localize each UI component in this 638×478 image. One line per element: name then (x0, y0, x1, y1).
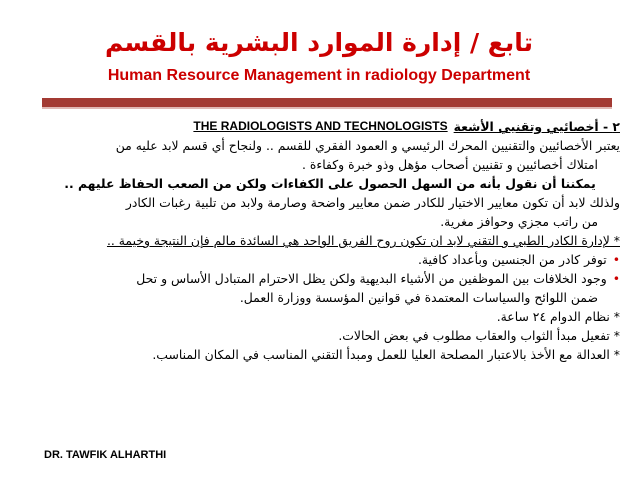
paragraph-3-line-2: من راتب مجزي وحوافز مغرية. (440, 214, 598, 229)
bullet-item-2-text: وجود الخلافات بين الموظفين من الأشياء البديهية ولكن يظل الاحترام المتبادل الأساس و تحل (136, 271, 607, 286)
title-divider (42, 98, 612, 107)
section-heading (40, 117, 620, 137)
statement-2: * تفعيل مبدأ الثواب والعقاب مطلوب في بعض الحالات. (338, 328, 620, 343)
statement-1: * نظام الدوام ٢٤ ساعة. (496, 309, 620, 324)
section-heading-english: THE RADIOLOGISTS AND TECHNOLOGISTS (193, 119, 448, 134)
bullet-item-1-text: توفر كادر من الجنسين وبأعداد كافية. (417, 252, 607, 267)
paragraph-1-line-2: امتلاك أخصائيين و تقنيين أصحاب مؤهل وذو خبرة وكفاءة . (302, 157, 598, 172)
bullet-icon: • (612, 252, 620, 267)
bullet-item-1 (40, 251, 620, 270)
paragraph-1-line-1: يعتبر الأخصائيين والتقنيين المحرك الرئيسي و العمود الفقري للقسم .. ولنجاح أي قسم لابد عليه من (115, 138, 620, 153)
statement-3: * العدالة مع الأخذ بالاعتبار المصلحة العليا للعمل ومبدأ التقني المناسب في المكان المناسب. (152, 347, 620, 362)
slide-title-english: Human Resource Management in radiology Department (107, 67, 531, 84)
bullet-item-2-line-2: ضمن اللوائح والسياسات المعتمدة في قوانين المؤسسة ووزارة العمل. (239, 290, 598, 305)
slide-body (40, 117, 620, 365)
author-footer: DR. TAWFIK ALHARTHI (44, 449, 167, 461)
paragraph-2: يمكننا أن نقول بأنه من السهل الحصول على الكفاءات ولكن من الصعب الحفاظ عليهم .. (64, 176, 596, 191)
bullet-icon: • (612, 271, 620, 286)
bullet-item-2 (40, 270, 620, 289)
paragraph-4: * لإدارة الكادر الطبي و التقني لابد ان تكون روح الفريق الواحد هي السائدة مالم فإن النتيجة وخيمة .. (106, 233, 620, 248)
paragraph-3-line-1: ولذلك لابد أن تكون معايير الاختيار للكادر ضمن معايير واضحة وصارمة ولابد من تلبية رغبات الكادر (125, 195, 620, 210)
slide-title-arabic: تابع / إدارة الموارد البشرية بالقسم (104, 28, 534, 57)
section-heading-arabic: ٢ - أخصائيي وتقنيي الأشعة (453, 119, 620, 135)
